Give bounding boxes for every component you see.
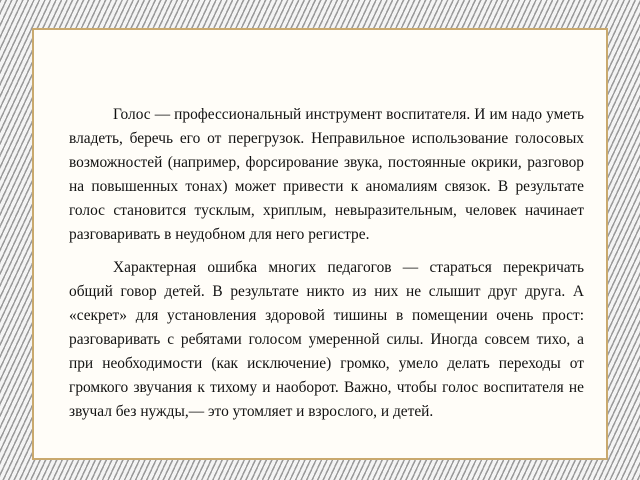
paragraph-common-mistake: Характерная ошибка многих педагогов — стараться перекричать общий говор детей. В результате никто из них не слышит друг друга. А «секрет» для установления здоровой тишины в помещении очень прост: разговаривать с ребятами голосом умеренной силы. Иногда совсем тихо, а при необходимости (как исключение) громко, умело делать переходы от громкого звучания к тихому и наоборот. Важно, чтобы голос воспитателя не звучал без нужды,— это утомляет и взрослого, и детей. (69, 259, 584, 420)
text-block (69, 103, 584, 434)
paragraph-voice-instrument: Голос — профессиональный инструмент воспитателя. И им надо уметь владеть, беречь его от перегрузок. Неправильное использование голосовых возможностей (например, форсирование звука, постоянные окрики, разговор на повышенных тонах) может привести к аномалиям связок. В результате голос становится тусклым, хриплым, невыразительным, человек начинает разговаривать в неудобном для него регистре. (69, 106, 584, 243)
slide-panel (32, 28, 608, 460)
